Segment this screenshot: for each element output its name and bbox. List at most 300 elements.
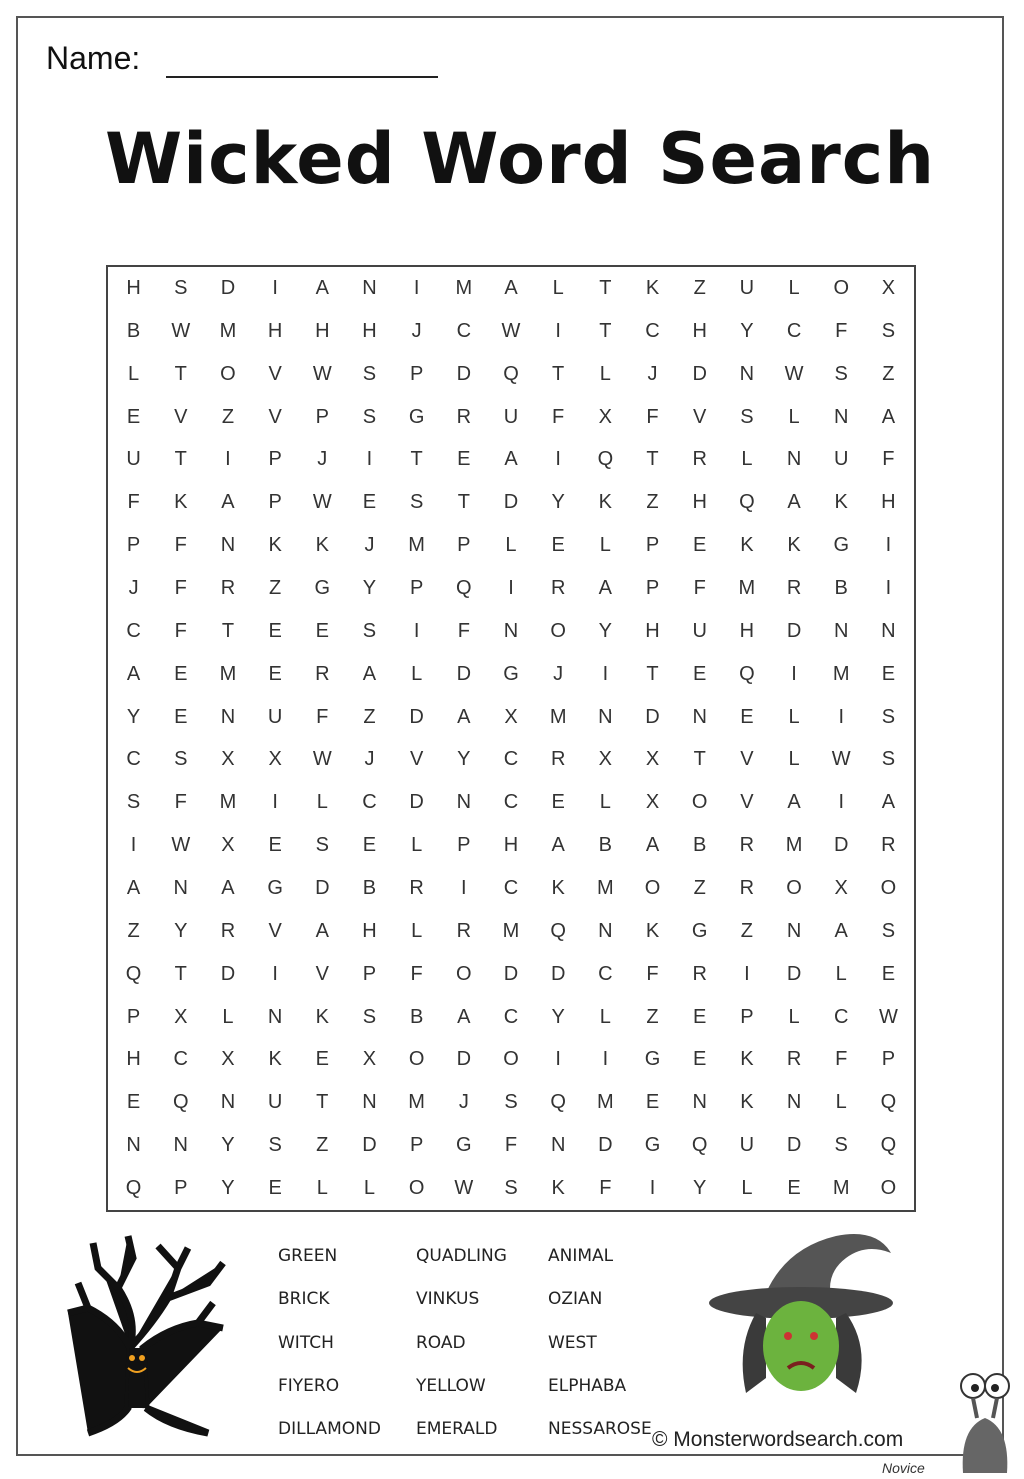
grid-letter[interactable]: M — [219, 662, 237, 685]
grid-letter[interactable]: B — [834, 576, 848, 599]
grid-letter[interactable]: T — [599, 319, 612, 342]
grid-letter[interactable]: X — [174, 1005, 188, 1028]
grid-letter[interactable]: D — [786, 619, 802, 642]
grid-letter[interactable]: M — [455, 276, 473, 299]
grid-letter[interactable]: L — [552, 276, 564, 299]
grid-letter[interactable]: R — [456, 919, 472, 942]
grid-letter[interactable]: O — [833, 276, 849, 299]
grid-letter[interactable]: Q — [550, 1091, 566, 1114]
grid-letter[interactable]: N — [173, 877, 188, 900]
grid-letter[interactable]: S — [362, 362, 377, 385]
grid-letter[interactable]: X — [598, 405, 613, 428]
grid-letter[interactable]: M — [549, 705, 567, 728]
grid-letter[interactable]: C — [834, 1005, 849, 1028]
grid-letter[interactable]: A — [787, 791, 801, 814]
grid-letter[interactable]: X — [834, 877, 848, 900]
grid-letter[interactable]: V — [268, 919, 282, 942]
grid-letter[interactable]: L — [128, 362, 140, 385]
grid-letter[interactable]: Q — [125, 1177, 142, 1200]
grid-letter[interactable]: S — [881, 705, 896, 728]
grid-letter[interactable]: P — [126, 534, 141, 557]
grid-letter[interactable]: A — [457, 1005, 471, 1028]
grid-letter[interactable]: L — [411, 662, 423, 685]
grid-letter[interactable]: J — [317, 448, 328, 471]
grid-letter[interactable]: P — [645, 576, 660, 599]
grid-letter[interactable]: X — [645, 791, 660, 814]
grid-letter[interactable]: A — [315, 919, 329, 942]
grid-letter[interactable]: B — [409, 1005, 424, 1028]
grid-letter[interactable]: Z — [646, 1005, 659, 1028]
grid-letter[interactable]: A — [881, 791, 896, 814]
grid-letter[interactable]: P — [457, 534, 471, 557]
grid-letter[interactable]: S — [268, 1134, 282, 1157]
grid-letter[interactable]: N — [456, 791, 472, 814]
grid-letter[interactable]: Q — [503, 362, 519, 385]
grid-letter[interactable]: O — [503, 1048, 519, 1071]
grid-letter[interactable]: J — [128, 576, 139, 599]
grid-letter[interactable]: M — [597, 877, 614, 900]
grid-letter[interactable]: E — [693, 534, 707, 557]
grid-letter[interactable]: N — [786, 1091, 802, 1114]
grid-letter[interactable]: F — [127, 491, 140, 514]
grid-letter[interactable]: L — [599, 1005, 611, 1028]
grid-letter[interactable]: K — [740, 1091, 754, 1114]
grid-letter[interactable]: W — [312, 491, 332, 514]
grid-letter[interactable]: B — [362, 877, 377, 900]
grid-letter[interactable]: X — [504, 705, 518, 728]
grid-letter[interactable]: E — [693, 1005, 707, 1028]
grid-letter[interactable]: A — [881, 405, 896, 428]
grid-letter[interactable]: F — [552, 405, 565, 428]
grid-letter[interactable]: I — [461, 877, 467, 900]
grid-letter[interactable]: H — [692, 491, 707, 514]
grid-letter[interactable]: R — [409, 877, 424, 900]
grid-letter[interactable]: A — [834, 919, 848, 942]
grid-letter[interactable]: M — [219, 791, 237, 814]
grid-letter[interactable]: V — [315, 962, 329, 985]
grid-letter[interactable]: F — [599, 1177, 612, 1200]
grid-letter[interactable]: F — [646, 405, 659, 428]
grid-letter[interactable]: D — [409, 705, 424, 728]
grid-letter[interactable]: M — [738, 576, 756, 599]
grid-letter[interactable]: C — [503, 791, 519, 814]
grid-letter[interactable]: W — [784, 362, 804, 385]
grid-letter[interactable]: N — [220, 705, 236, 728]
grid-letter[interactable]: T — [646, 448, 659, 471]
grid-letter[interactable]: X — [221, 834, 235, 857]
grid-letter[interactable]: T — [646, 662, 659, 685]
grid-letter[interactable]: S — [881, 319, 896, 342]
grid-letter[interactable]: P — [268, 491, 282, 514]
grid-letter[interactable]: Q — [739, 491, 755, 514]
grid-letter[interactable]: E — [126, 405, 141, 428]
grid-letter[interactable]: E — [315, 619, 329, 642]
grid-letter[interactable]: K — [315, 534, 329, 557]
grid-letter[interactable]: I — [602, 1048, 609, 1071]
grid-letter[interactable]: U — [834, 448, 849, 471]
grid-letter[interactable]: F — [835, 1048, 848, 1071]
grid-letter[interactable]: L — [788, 705, 800, 728]
grid-letter[interactable]: N — [834, 405, 849, 428]
grid-letter[interactable]: X — [881, 276, 896, 299]
grid-letter[interactable]: T — [174, 448, 187, 471]
grid-letter[interactable]: T — [316, 1091, 329, 1114]
grid-letter[interactable]: R — [550, 748, 566, 771]
grid-letter[interactable]: C — [126, 619, 141, 642]
grid-letter[interactable]: V — [268, 405, 282, 428]
grid-letter[interactable]: L — [222, 1005, 234, 1028]
grid-letter[interactable]: R — [786, 576, 802, 599]
grid-letter[interactable]: Y — [740, 319, 754, 342]
grid-letter[interactable]: L — [363, 1177, 376, 1200]
grid-letter[interactable]: N — [503, 619, 519, 642]
grid-letter[interactable]: I — [555, 1048, 561, 1071]
grid-letter[interactable]: O — [880, 1177, 897, 1200]
grid-letter[interactable]: U — [692, 619, 707, 642]
grid-letter[interactable]: B — [693, 834, 707, 857]
grid-letter[interactable]: E — [174, 705, 188, 728]
grid-letter[interactable]: L — [316, 1177, 328, 1200]
grid-letter[interactable]: D — [503, 962, 519, 985]
grid-letter[interactable]: T — [693, 748, 706, 771]
grid-letter[interactable]: I — [272, 791, 278, 814]
grid-letter[interactable]: T — [599, 276, 612, 299]
grid-letter[interactable]: P — [268, 448, 282, 471]
grid-letter[interactable]: L — [788, 748, 800, 771]
grid-letter[interactable]: X — [598, 748, 613, 771]
grid-letter[interactable]: J — [647, 362, 658, 385]
grid-letter[interactable]: Y — [457, 748, 471, 771]
grid-letter[interactable]: A — [504, 448, 518, 471]
grid-letter[interactable]: Y — [174, 919, 188, 942]
grid-letter[interactable]: Q — [691, 1134, 708, 1157]
grid-letter[interactable]: P — [409, 576, 424, 599]
grid-letter[interactable]: N — [550, 1134, 566, 1157]
grid-letter[interactable]: V — [740, 791, 754, 814]
grid-letter[interactable]: A — [504, 276, 518, 299]
grid-letter[interactable]: I — [791, 662, 797, 685]
grid-letter[interactable]: V — [409, 748, 424, 771]
grid-letter[interactable]: H — [692, 319, 707, 342]
grid-letter[interactable]: P — [362, 962, 377, 985]
grid-letter[interactable]: X — [268, 748, 282, 771]
grid-letter[interactable]: D — [220, 962, 236, 985]
grid-letter[interactable]: E — [174, 662, 188, 685]
grid-letter[interactable]: X — [362, 1048, 377, 1071]
grid-letter[interactable]: R — [220, 919, 236, 942]
grid-letter[interactable]: C — [126, 748, 141, 771]
grid-letter[interactable]: J — [364, 748, 375, 771]
grid-letter[interactable]: S — [504, 1177, 518, 1200]
grid-letter[interactable]: A — [126, 877, 141, 900]
grid-letter[interactable]: H — [267, 319, 283, 342]
grid-letter[interactable]: I — [744, 962, 750, 985]
grid-letter[interactable]: T — [174, 962, 187, 985]
grid-letter[interactable]: J — [553, 662, 564, 685]
grid-letter[interactable]: T — [221, 619, 235, 642]
grid-letter[interactable]: Q — [880, 1134, 897, 1157]
grid-letter[interactable]: N — [598, 705, 613, 728]
grid-letter[interactable]: P — [457, 834, 471, 857]
grid-letter[interactable]: R — [881, 834, 896, 857]
grid-letter[interactable]: I — [366, 448, 373, 471]
grid-letter[interactable]: K — [268, 1048, 282, 1071]
grid-letter[interactable]: A — [221, 877, 235, 900]
grid-letter[interactable]: W — [831, 748, 851, 771]
grid-letter[interactable]: Z — [882, 362, 895, 385]
grid-letter[interactable]: V — [693, 405, 707, 428]
grid-letter[interactable]: N — [739, 362, 755, 385]
grid-letter[interactable]: J — [411, 319, 422, 342]
grid-letter[interactable]: K — [551, 877, 565, 900]
grid-letter[interactable]: N — [267, 1005, 283, 1028]
grid-letter[interactable]: N — [786, 919, 802, 942]
grid-letter[interactable]: A — [598, 576, 613, 599]
grid-letter[interactable]: I — [413, 619, 420, 642]
grid-letter[interactable]: L — [411, 919, 423, 942]
grid-letter[interactable]: G — [691, 919, 708, 942]
grid-letter[interactable]: L — [835, 1091, 847, 1114]
grid-letter[interactable]: L — [788, 405, 800, 428]
grid-letter[interactable]: L — [741, 1177, 753, 1200]
grid-letter[interactable]: A — [126, 662, 141, 685]
grid-letter[interactable]: E — [268, 619, 282, 642]
grid-letter[interactable]: T — [174, 362, 187, 385]
grid-letter[interactable]: V — [174, 405, 188, 428]
grid-letter[interactable]: S — [362, 405, 377, 428]
grid-letter[interactable]: N — [220, 534, 236, 557]
grid-letter[interactable]: A — [645, 834, 660, 857]
grid-letter[interactable]: O — [408, 1177, 425, 1200]
grid-letter[interactable]: I — [555, 448, 561, 471]
grid-letter[interactable]: L — [788, 1005, 800, 1028]
grid-letter[interactable]: A — [315, 276, 329, 299]
grid-letter[interactable]: W — [501, 319, 521, 342]
grid-letter[interactable]: W — [171, 319, 191, 342]
grid-letter[interactable]: H — [126, 276, 141, 299]
grid-letter[interactable]: F — [835, 319, 848, 342]
grid-letter[interactable]: I — [838, 791, 844, 814]
grid-letter[interactable]: C — [503, 748, 519, 771]
grid-letter[interactable]: F — [504, 1134, 518, 1157]
grid-letter[interactable]: Z — [693, 877, 706, 900]
grid-letter[interactable]: W — [454, 1177, 474, 1200]
grid-letter[interactable]: I — [649, 1177, 656, 1200]
grid-letter[interactable]: H — [645, 619, 660, 642]
grid-letter[interactable]: D — [409, 791, 424, 814]
grid-letter[interactable]: D — [315, 877, 330, 900]
grid-letter[interactable]: E — [457, 448, 471, 471]
grid-letter[interactable]: D — [456, 362, 472, 385]
grid-letter[interactable]: U — [739, 1134, 755, 1157]
grid-letter[interactable]: F — [410, 962, 423, 985]
grid-letter[interactable]: M — [219, 319, 237, 342]
grid-letter[interactable]: I — [885, 576, 892, 599]
grid-letter[interactable]: S — [834, 1134, 848, 1157]
grid-letter[interactable]: X — [221, 1048, 235, 1071]
grid-letter[interactable]: D — [598, 1134, 613, 1157]
grid-letter[interactable]: Y — [551, 491, 565, 514]
grid-letter[interactable]: O — [220, 362, 236, 385]
grid-letter[interactable]: J — [364, 534, 375, 557]
grid-letter[interactable]: K — [740, 534, 754, 557]
grid-letter[interactable]: R — [739, 834, 755, 857]
grid-letter[interactable]: D — [220, 276, 236, 299]
grid-letter[interactable]: G — [644, 1134, 661, 1157]
grid-letter[interactable]: K — [740, 1048, 754, 1071]
grid-letter[interactable]: M — [502, 919, 520, 942]
grid-letter[interactable]: H — [362, 319, 377, 342]
grid-letter[interactable]: I — [272, 276, 278, 299]
grid-letter[interactable]: E — [551, 534, 565, 557]
grid-letter[interactable]: G — [408, 405, 425, 428]
grid-letter[interactable]: C — [362, 791, 377, 814]
grid-letter[interactable]: P — [315, 405, 329, 428]
grid-letter[interactable]: P — [409, 1134, 424, 1157]
grid-letter[interactable]: U — [503, 405, 519, 428]
grid-letter[interactable]: U — [739, 276, 755, 299]
grid-letter[interactable]: F — [882, 448, 895, 471]
grid-letter[interactable]: P — [174, 1177, 188, 1200]
grid-letter[interactable]: L — [411, 834, 423, 857]
grid-letter[interactable]: M — [597, 1091, 614, 1114]
grid-letter[interactable]: K — [268, 534, 282, 557]
grid-letter[interactable]: S — [362, 1005, 377, 1028]
grid-letter[interactable]: H — [881, 491, 896, 514]
grid-letter[interactable]: Q — [172, 1091, 189, 1114]
grid-letter[interactable]: Y — [362, 576, 377, 599]
grid-letter[interactable]: F — [646, 962, 659, 985]
grid-letter[interactable]: I — [555, 319, 561, 342]
grid-letter[interactable]: D — [645, 705, 660, 728]
grid-letter[interactable]: I — [225, 448, 231, 471]
grid-letter[interactable]: F — [174, 791, 187, 814]
grid-letter[interactable]: S — [740, 405, 754, 428]
grid-letter[interactable]: K — [315, 1005, 329, 1028]
grid-letter[interactable]: Z — [363, 705, 376, 728]
grid-letter[interactable]: S — [315, 834, 329, 857]
grid-letter[interactable]: L — [835, 962, 847, 985]
grid-letter[interactable]: A — [221, 491, 235, 514]
grid-letter[interactable]: D — [692, 362, 707, 385]
grid-letter[interactable]: I — [838, 705, 844, 728]
grid-letter[interactable]: U — [267, 705, 283, 728]
grid-letter[interactable]: N — [692, 705, 707, 728]
grid-letter[interactable]: J — [458, 1091, 469, 1114]
grid-letter[interactable]: W — [312, 362, 332, 385]
grid-letter[interactable]: L — [316, 791, 328, 814]
grid-letter[interactable]: W — [878, 1005, 898, 1028]
grid-letter[interactable]: P — [126, 1005, 141, 1028]
grid-letter[interactable]: Y — [126, 705, 141, 728]
grid-letter[interactable]: C — [173, 1048, 188, 1071]
grid-letter[interactable]: H — [315, 319, 330, 342]
grid-letter[interactable]: R — [692, 448, 707, 471]
grid-letter[interactable]: C — [598, 962, 613, 985]
grid-letter[interactable]: Y — [598, 619, 613, 642]
grid-letter[interactable]: N — [786, 448, 802, 471]
grid-letter[interactable]: E — [881, 662, 896, 685]
grid-letter[interactable]: L — [505, 534, 517, 557]
grid-letter[interactable]: I — [885, 534, 892, 557]
grid-letter[interactable]: O — [691, 791, 708, 814]
grid-letter[interactable]: G — [833, 534, 849, 557]
grid-letter[interactable]: C — [645, 319, 660, 342]
grid-letter[interactable]: Y — [693, 1177, 707, 1200]
grid-letter[interactable]: P — [740, 1005, 754, 1028]
grid-letter[interactable]: E — [787, 1177, 801, 1200]
grid-letter[interactable]: I — [272, 962, 278, 985]
grid-letter[interactable]: L — [599, 791, 611, 814]
grid-letter[interactable]: E — [693, 1048, 707, 1071]
grid-letter[interactable]: I — [602, 662, 609, 685]
grid-letter[interactable]: M — [408, 534, 425, 557]
grid-letter[interactable]: V — [268, 362, 282, 385]
grid-letter[interactable]: L — [599, 534, 611, 557]
grid-letter[interactable]: O — [550, 619, 566, 642]
grid-letter[interactable]: A — [551, 834, 565, 857]
grid-letter[interactable]: O — [644, 877, 661, 900]
grid-letter[interactable]: D — [550, 962, 566, 985]
grid-letter[interactable]: G — [314, 576, 331, 599]
grid-letter[interactable]: Q — [880, 1091, 897, 1114]
grid-letter[interactable]: Z — [316, 1134, 329, 1157]
grid-letter[interactable]: R — [692, 962, 707, 985]
grid-letter[interactable]: K — [645, 276, 660, 299]
grid-letter[interactable]: C — [503, 1005, 519, 1028]
grid-letter[interactable]: O — [880, 877, 897, 900]
grid-letter[interactable]: K — [645, 919, 660, 942]
grid-letter[interactable]: Y — [221, 1177, 235, 1200]
grid-letter[interactable]: Z — [740, 919, 753, 942]
grid-letter[interactable]: B — [126, 319, 141, 342]
grid-letter[interactable]: C — [456, 319, 472, 342]
grid-letter[interactable]: W — [312, 748, 332, 771]
grid-letter[interactable]: G — [456, 1134, 472, 1157]
grid-letter[interactable]: H — [362, 919, 377, 942]
grid-letter[interactable]: M — [785, 834, 803, 857]
grid-letter[interactable]: R — [550, 576, 566, 599]
grid-letter[interactable]: P — [881, 1048, 896, 1071]
grid-letter[interactable]: L — [599, 362, 611, 385]
grid-letter[interactable]: V — [740, 748, 754, 771]
grid-letter[interactable]: H — [503, 834, 519, 857]
grid-letter[interactable]: N — [173, 1134, 188, 1157]
grid-letter[interactable]: E — [740, 705, 754, 728]
grid-letter[interactable]: E — [693, 662, 707, 685]
grid-letter[interactable]: E — [315, 1048, 329, 1071]
grid-letter[interactable]: F — [316, 705, 329, 728]
grid-letter[interactable]: S — [126, 791, 141, 814]
grid-letter[interactable]: D — [786, 1134, 802, 1157]
grid-letter[interactable]: E — [268, 834, 282, 857]
grid-letter[interactable]: N — [881, 619, 896, 642]
grid-letter[interactable]: K — [787, 534, 801, 557]
grid-letter[interactable]: Z — [693, 276, 706, 299]
name-input-line[interactable] — [166, 76, 438, 78]
grid-letter[interactable]: X — [221, 748, 235, 771]
grid-letter[interactable]: S — [362, 619, 377, 642]
grid-letter[interactable]: R — [315, 662, 330, 685]
grid-letter[interactable]: R — [456, 405, 472, 428]
grid-letter[interactable]: I — [413, 276, 420, 299]
grid-letter[interactable]: M — [408, 1091, 425, 1114]
grid-letter[interactable]: Q — [125, 962, 142, 985]
grid-letter[interactable]: E — [126, 1091, 141, 1114]
grid-letter[interactable]: L — [788, 276, 800, 299]
grid-letter[interactable]: M — [832, 1177, 850, 1200]
grid-letter[interactable]: G — [503, 662, 519, 685]
